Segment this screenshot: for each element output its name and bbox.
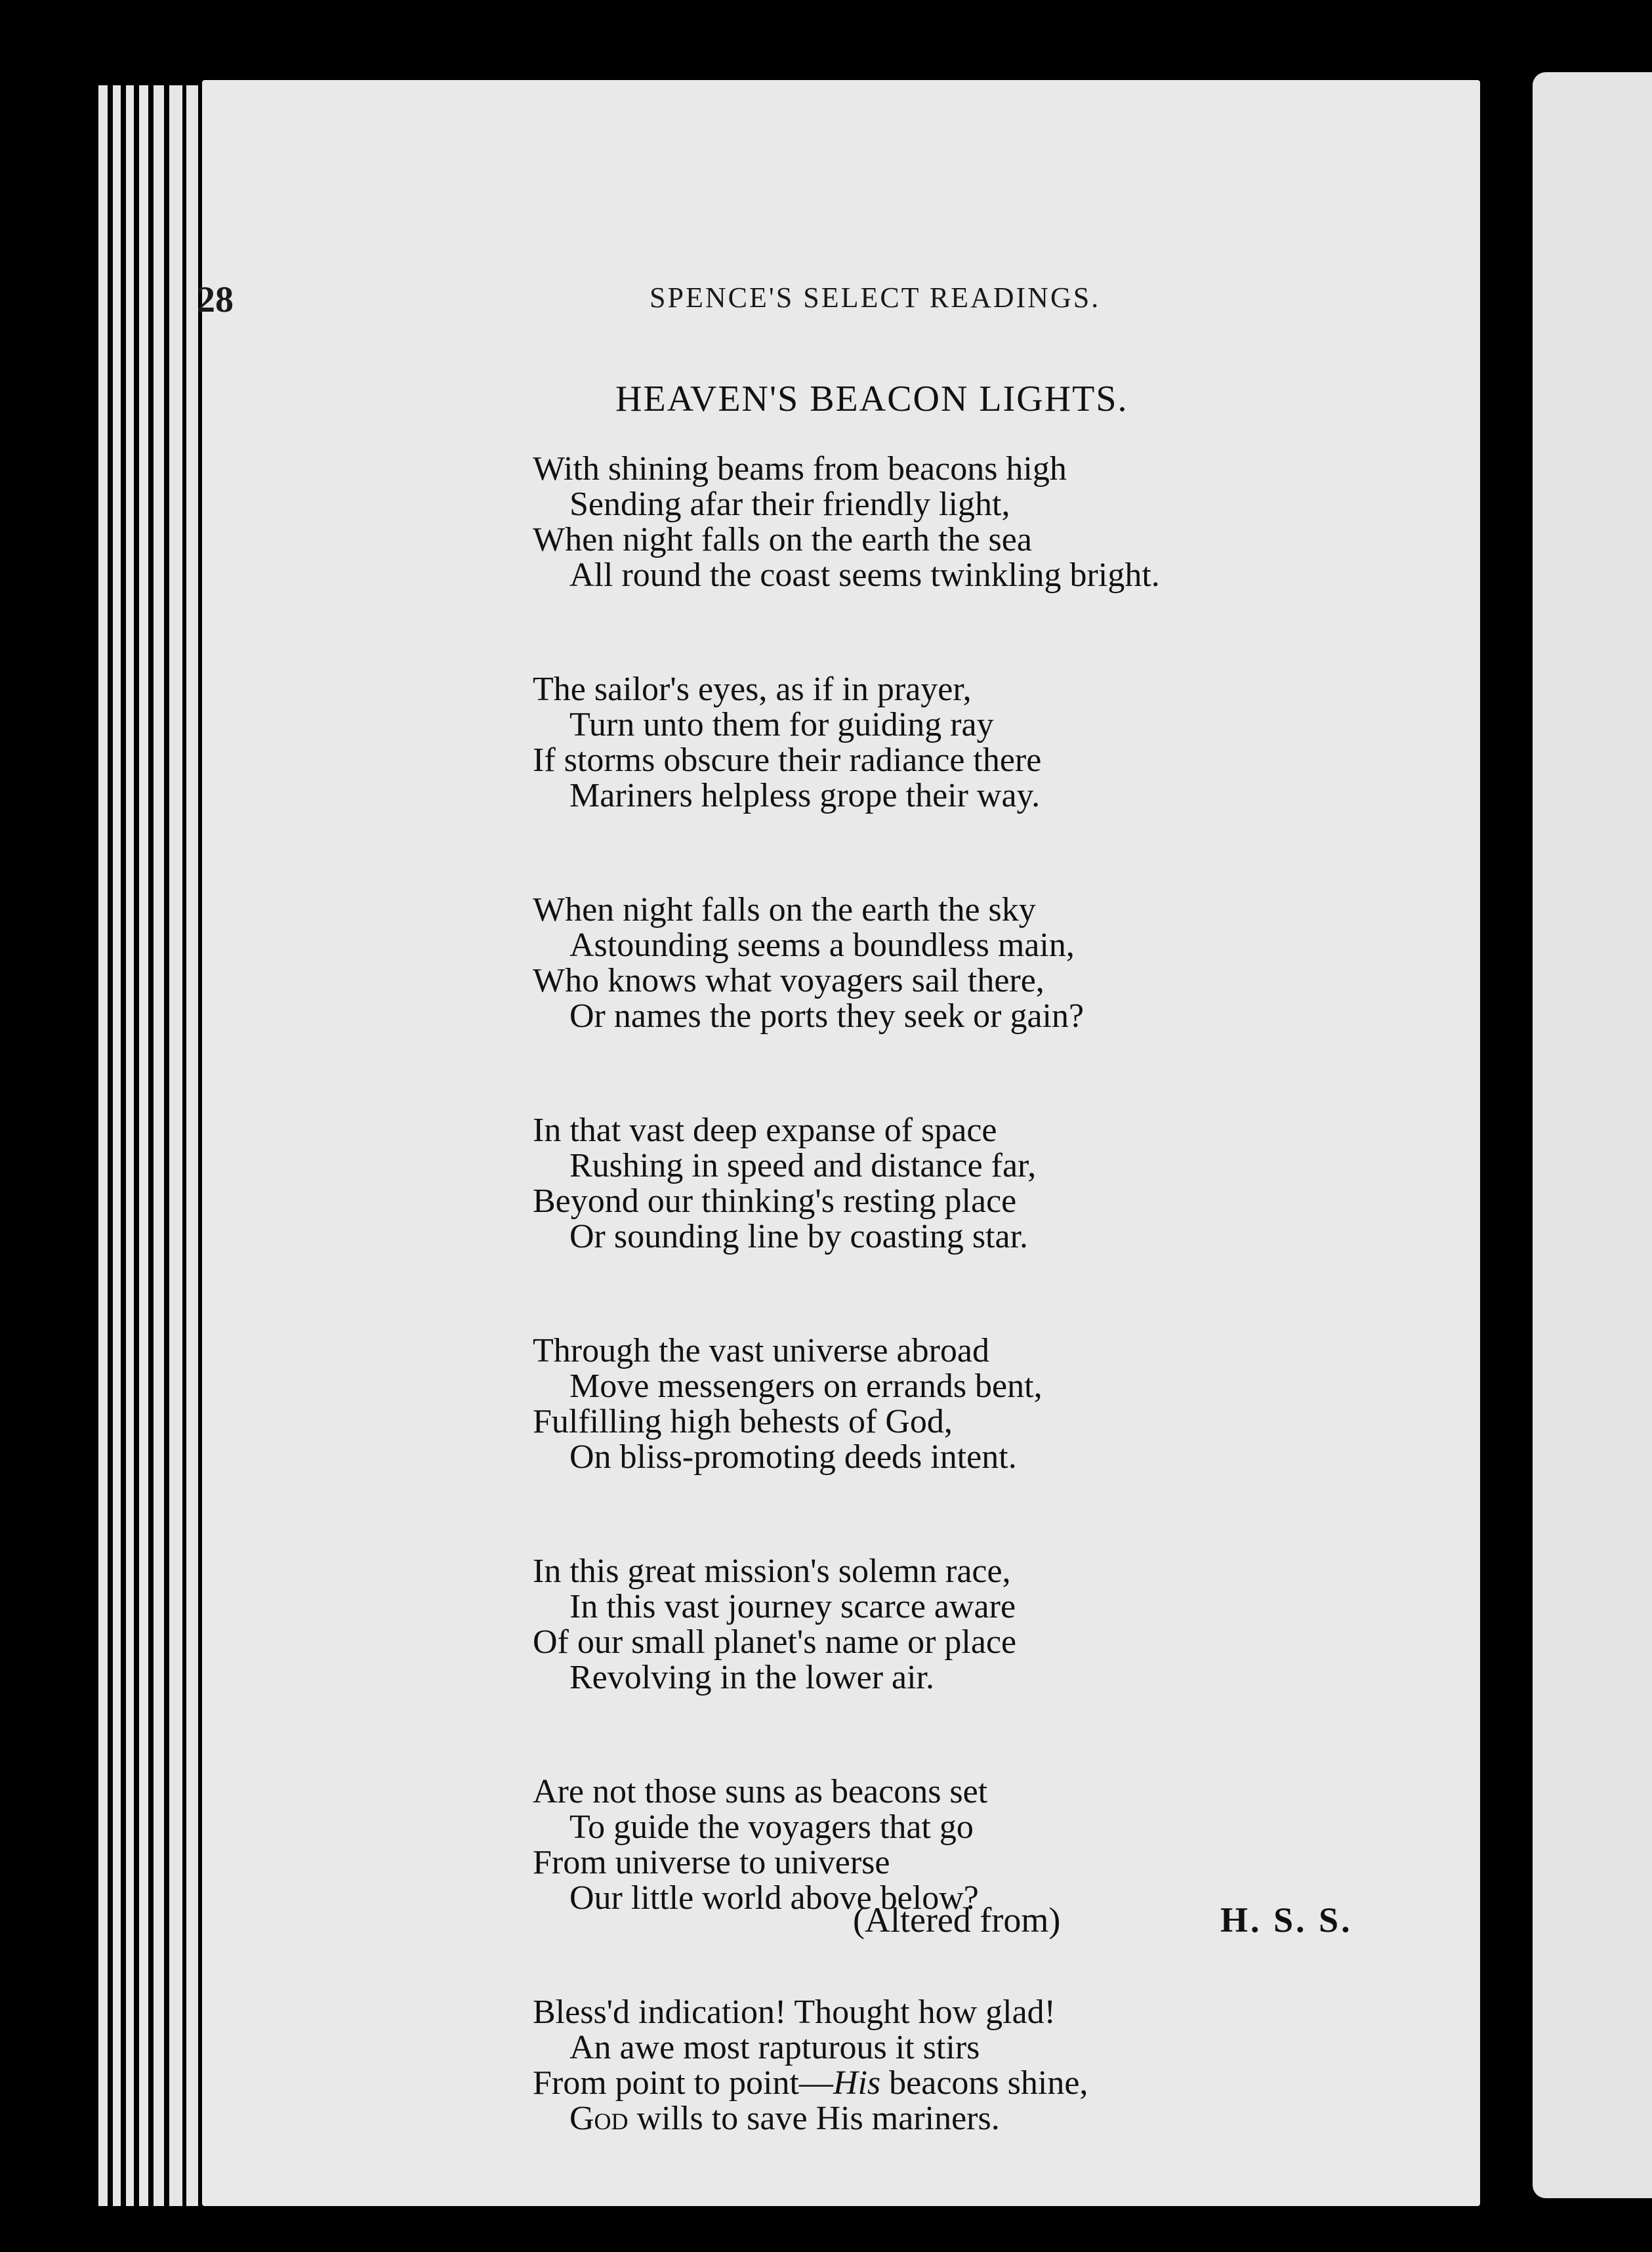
poem-line: An awe most rapturous it stirs	[569, 2029, 980, 2066]
page-edge	[154, 85, 164, 2206]
poem-line: Bless'd indication! Thought how glad!	[533, 1993, 1056, 2031]
poem-line: Fulfilling high behests of God,	[533, 1403, 953, 1440]
poem-line: Of our small planet's name or place	[533, 1623, 1017, 1661]
poem-line: The sailor's eyes, as if in prayer,	[533, 671, 972, 708]
poem-line: When night falls on the earth the sea	[533, 521, 1032, 558]
stanza	[533, 892, 1386, 1034]
poem-line: Rushing in speed and distance far,	[569, 1147, 1037, 1184]
stanza	[533, 1333, 1386, 1475]
poem-body	[533, 451, 1386, 2215]
stanza	[533, 1554, 1386, 1696]
page-number: 28	[197, 280, 234, 320]
poem-line: From universe to universe	[533, 1844, 890, 1881]
stanza	[533, 1774, 1386, 1916]
poem-title: HEAVEN'S BEACON LIGHTS.	[615, 379, 1128, 419]
poem-line	[533, 2101, 1386, 2137]
poem-line	[533, 2066, 1386, 2101]
line-text: From point to point—	[533, 2064, 833, 2102]
page-edge	[139, 85, 148, 2206]
poem-line: On bliss-promoting deeds intent.	[569, 1438, 1017, 1476]
stanza	[533, 1995, 1386, 2137]
poem-line: Revolving in the lower air.	[569, 1659, 935, 1696]
italic-word: His	[833, 2064, 881, 2102]
poem-line: Astounding seems a boundless main,	[569, 927, 1075, 964]
poem-line: Move messengers on errands bent,	[569, 1367, 1043, 1405]
poem-line: With shining beams from beacons high	[533, 450, 1067, 488]
poem-line: In that vast deep expanse of space	[533, 1112, 997, 1149]
poem-line: All round the coast seems twinkling bright.	[569, 556, 1160, 594]
running-head: SPENCE'S SELECT READINGS.	[650, 282, 1101, 314]
poem-line: Are not those suns as beacons set	[533, 1773, 988, 1810]
poem-line: If storms obscure their radiance there	[533, 741, 1042, 779]
poem-line: When night falls on the earth the sky	[533, 891, 1036, 928]
page-edge	[98, 85, 108, 2206]
stanza	[533, 1113, 1386, 1255]
poem-line: Through the vast universe abroad	[533, 1332, 990, 1369]
poem-line: Or sounding line by coasting star.	[569, 1218, 1029, 1255]
poem-line: Beyond our thinking's resting place	[533, 1182, 1017, 1220]
page-edge	[113, 85, 121, 2206]
page-edge	[186, 85, 198, 2206]
line-text: wills to save His mariners.	[628, 2100, 1000, 2137]
poem-line: In this great mission's solemn race,	[533, 1553, 1011, 1590]
attribution-note: (Altered from)	[853, 1900, 1061, 1940]
poem-line: In this vast journey scarce aware	[569, 1588, 1016, 1625]
small-caps-word: God	[569, 2100, 629, 2137]
poem-line: Sending afar their friendly light,	[569, 486, 1010, 523]
poem-line: Who knows what voyagers sail there,	[533, 962, 1044, 999]
poem-line: Or names the ports they seek or gain?	[569, 997, 1084, 1035]
poem-line: Our little world above below?	[569, 1879, 979, 1917]
stanza	[533, 672, 1386, 814]
poem-line: Mariners helpless grope their way.	[569, 777, 1041, 814]
line-text: beacons shine,	[880, 2064, 1088, 2102]
attribution-initials: H. S. S.	[1220, 1900, 1353, 1940]
page-edge	[126, 85, 134, 2206]
page-edge	[169, 85, 182, 2206]
facing-page-edge	[1533, 72, 1652, 2198]
poem-line: Turn unto them for guiding ray	[569, 706, 994, 743]
poem-line: To guide the voyagers that go	[569, 1808, 974, 1846]
stanza	[533, 451, 1386, 593]
